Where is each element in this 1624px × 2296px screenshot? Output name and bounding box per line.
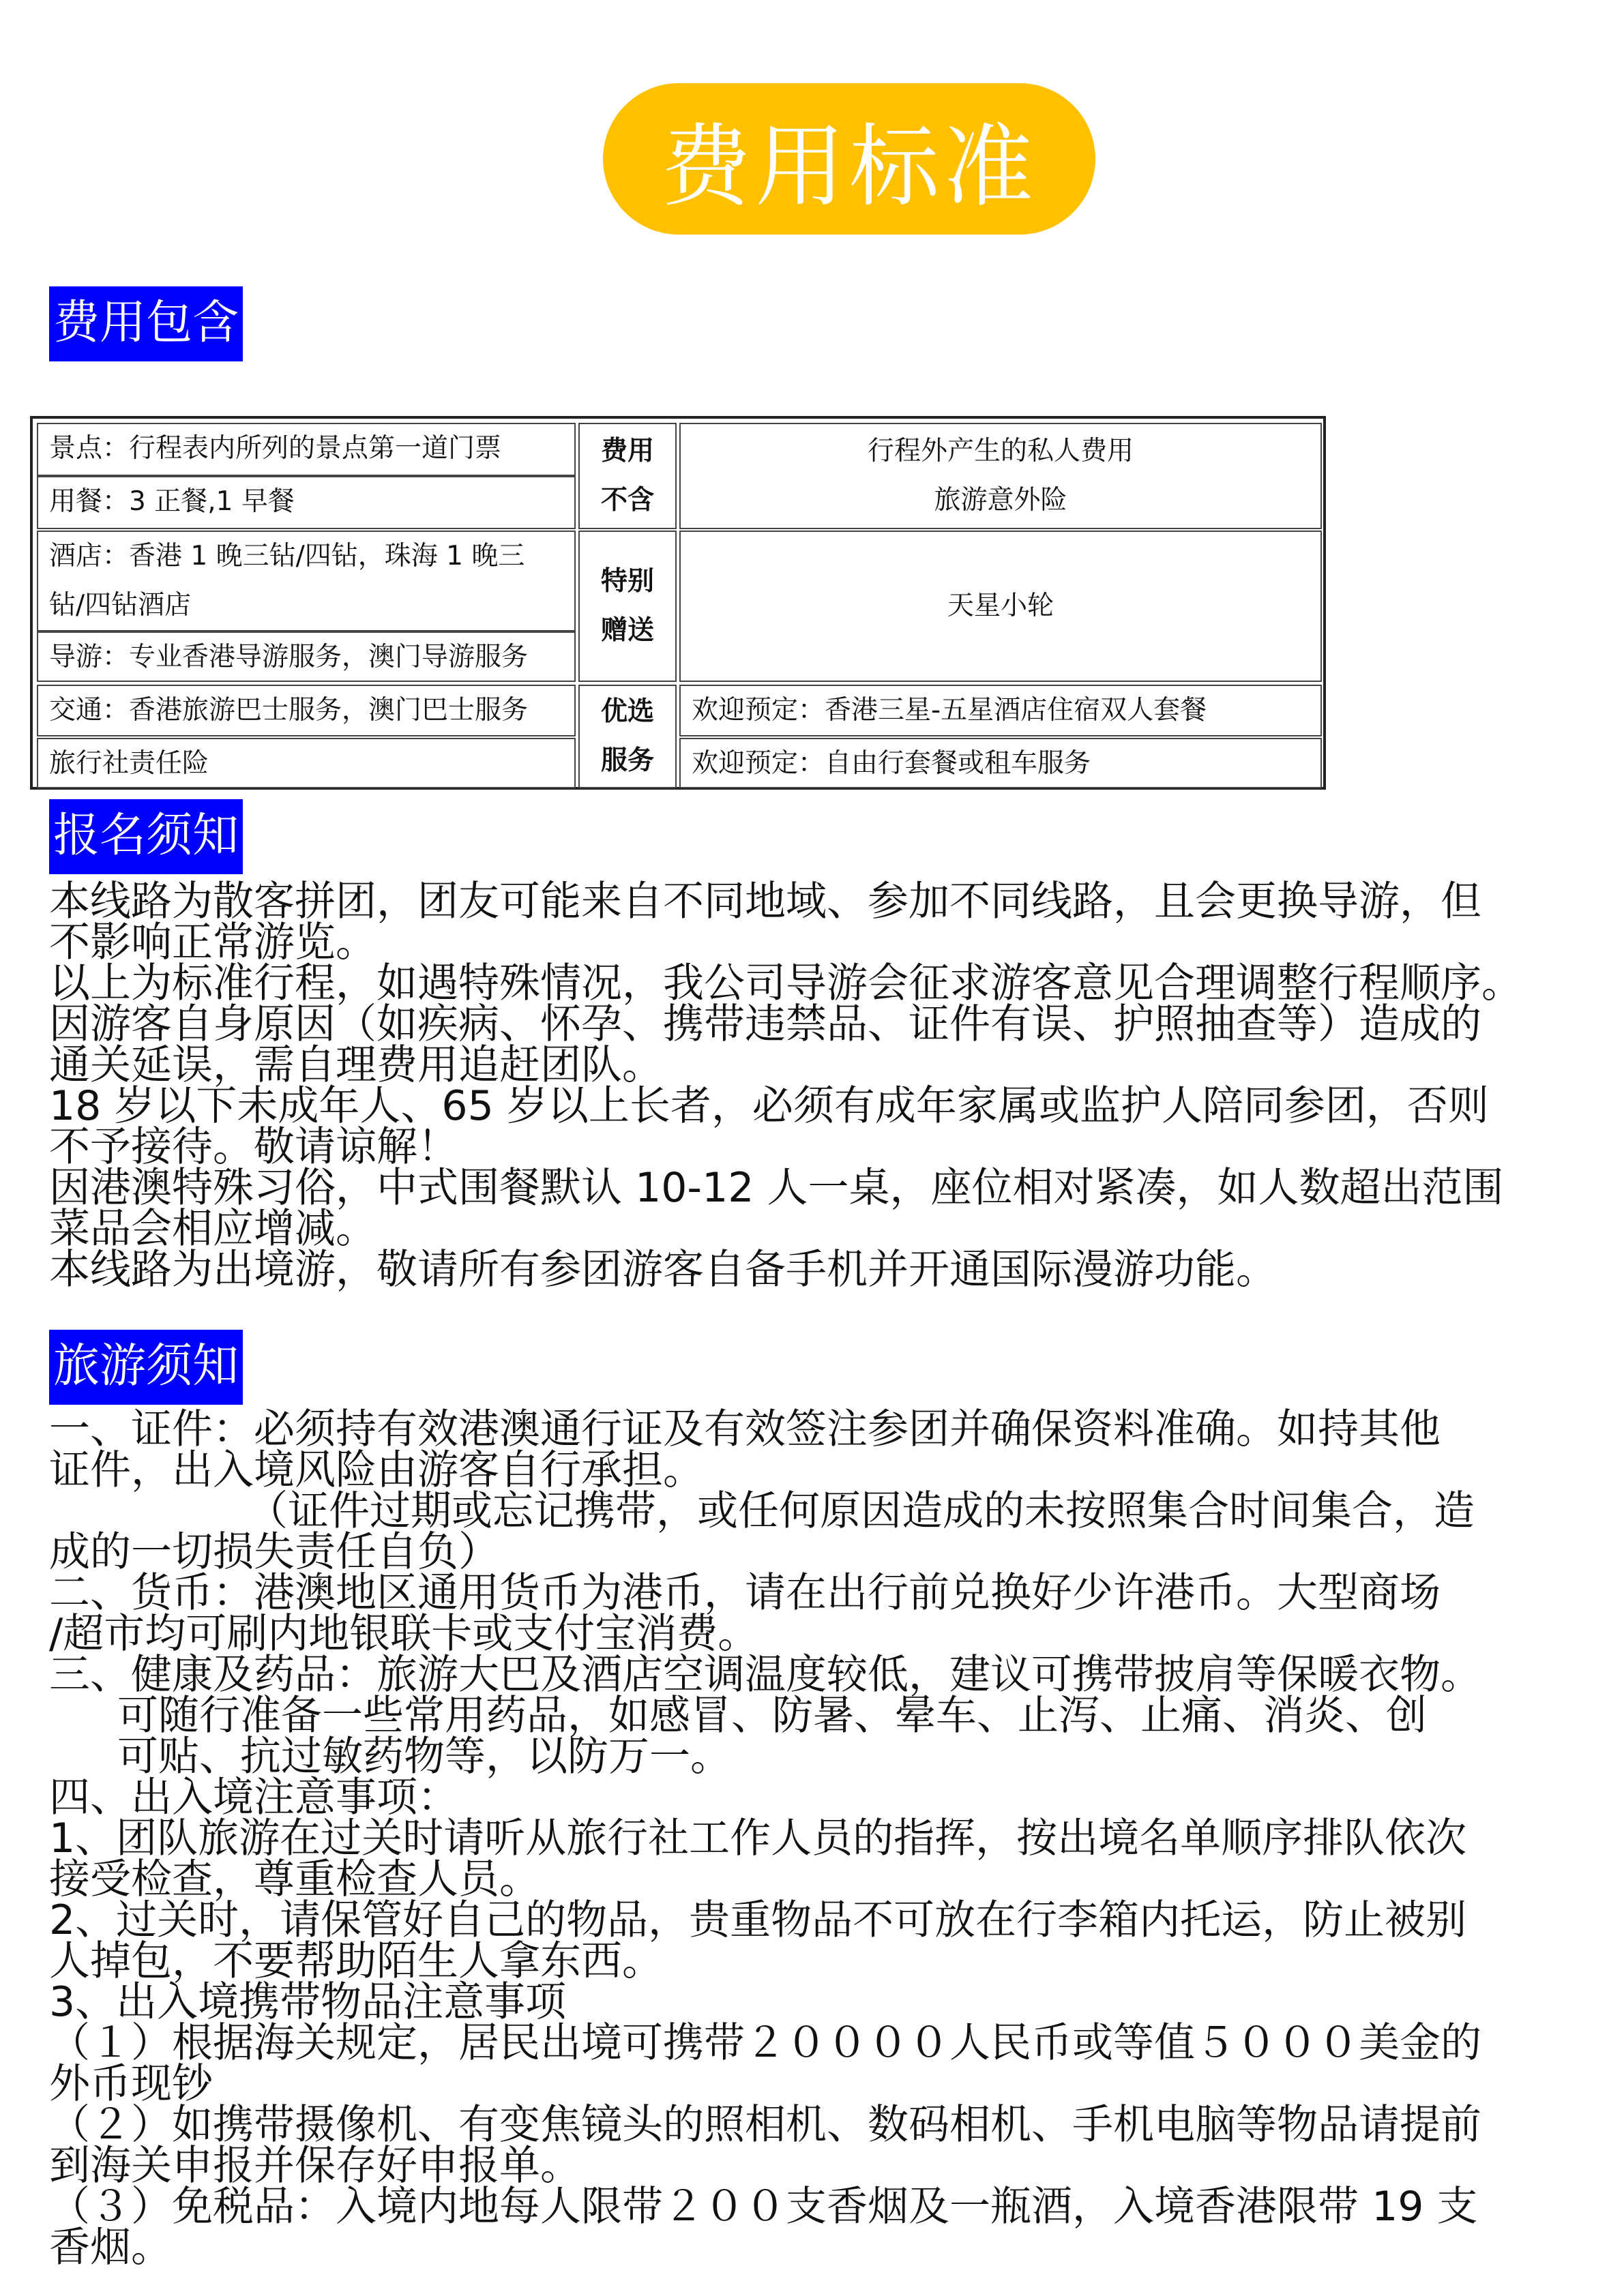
travel-line: 香烟。 [49,2224,172,2271]
included-item [37,531,576,631]
travel-line: （证件过期或忘记携带，或任何原因造成的未按照集合时间集合，造 [247,1487,1475,1535]
travel-line: 一、证件：必须持有效港澳通行证及有效签注参团并确保资料准确。如持其他 [49,1405,1441,1453]
not-included-item: 旅游意外险 [934,485,1067,516]
not-included-item: 行程外产生的私人费用 [867,436,1134,466]
travel-line: 1、团队旅游在过关时请听从旅行社工作人员的指挥，按出境名单顺序排队依次 [49,1815,1467,1862]
travel-notes [49,1405,1597,2271]
travel-line: 可贴、抗过敏药物等，以防万一。 [117,1733,731,1780]
title-banner [603,83,1095,235]
travel-line: 人掉包，不要帮助陌生人拿东西。 [49,1937,663,1985]
travel-line: 3、出入境携带物品注意事项 [49,1978,567,2026]
signup-line: 18 岁以下未成年人、65 岁以上长者，必须有成年家属或监护人陪同参团，否则 [49,1082,1489,1130]
travel-line: /超市均可刷内地银联卡或支付宝消费。 [49,1610,759,1658]
travel-line: （２）如携带摄像机、有变焦镜头的照相机、数码相机、手机电脑等物品请提前 [49,2101,1481,2149]
signup-line: 本线路为散客拼团，团友可能来自不同地域、参加不同线路，且会更换导游，但 [49,878,1481,925]
travel-line: 可随行准备一些常用药品，如感冒、防暑、晕车、止泻、止痛、消炎、创 [117,1692,1427,1740]
optional-item: 欢迎预定：香港三星-五星酒店住宿双人套餐 [679,685,1322,736]
signup-line: 通关延误，需自理费用追赶团队。 [49,1041,663,1089]
signup-line: 菜品会相应增减。 [49,1205,377,1253]
section-heading-signup: 报名须知 [49,799,243,874]
section-heading-fee-included: 费用包含 [49,286,243,361]
optional-item: 欢迎预定：自由行套餐或租车服务 [679,738,1322,788]
included-item: 用餐：3 正餐,1 早餐 [37,476,576,529]
included-item: 旅行社责任险 [37,738,576,788]
section-heading-travel: 旅游须知 [49,1330,243,1405]
gift-cell [679,531,1322,682]
signup-line: 不予接待。敬请谅解！ [49,1123,458,1171]
label-not-included: 费用 不含 [578,423,677,529]
travel-line: （１）根据海关规定，居民出境可携带２００００人民币或等值５０００美金的 [49,2019,1481,2067]
travel-line: （３）免税品：入境内地每人限带２００支香烟及一瓶酒，入境香港限带 19 支 [49,2183,1478,2231]
signup-line: 以上为标准行程，如遇特殊情况，我公司导游会征求游客意见合理调整行程顺序。 [49,959,1522,1007]
included-item: 交通：香港旅游巴士服务，澳门巴士服务 [37,685,576,736]
travel-line: 三、健康及药品：旅游大巴及酒店空调温度较低，建议可携带披肩等保暖衣物。 [49,1651,1481,1699]
travel-line: 外币现钞 [49,2060,213,2108]
travel-line: 四、出入境注意事项： [49,1774,458,1821]
included-item-line: 钻/四钻酒店 [49,590,192,621]
page-title: 费用标准 [661,115,1037,220]
travel-line: 成的一切损失责任自负） [49,1528,499,1576]
signup-line: 本线路为出境游，敬请所有参团游客自备手机并开通国际漫游功能。 [49,1246,1277,1294]
travel-line: 接受检查，尊重检查人员。 [49,1855,540,1903]
travel-line: 2、过关时，请保管好自己的物品，贵重物品不可放在行李箱内托运，防止被别 [49,1896,1467,1944]
included-item-line: 酒店：香港 1 晚三钻/四钻，珠海 1 晚三 [49,541,525,571]
not-included-cell [679,423,1322,529]
travel-line: 证件，出入境风险由游客自行承担。 [49,1446,704,1494]
signup-notes [49,878,1597,1294]
included-item: 导游：专业香港导游服务，澳门导游服务 [37,631,576,682]
included-item: 景点：行程表内所列的景点第一道门票 [37,423,576,476]
travel-line: 到海关申报并保存好申报单。 [49,2142,581,2190]
travel-line: 二、货币：港澳地区通用货币为港币，请在出行前兑换好少许港币。大型商场 [49,1569,1441,1617]
fee-table [30,416,1326,790]
signup-line: 因游客自身原因（如疾病、怀孕、携带违禁品、证件有误、护照抽查等）造成的 [49,1000,1481,1048]
signup-line: 不影响正常游览。 [49,919,377,966]
label-optional: 优选 服务 [578,685,677,788]
label-gift: 特别 赠送 [578,531,677,682]
gift-item: 天星小轮 [947,591,1054,621]
signup-line: 因港澳特殊习俗，中式围餐默认 10-12 人一桌，座位相对紧凑，如人数超出范围 [49,1164,1504,1212]
